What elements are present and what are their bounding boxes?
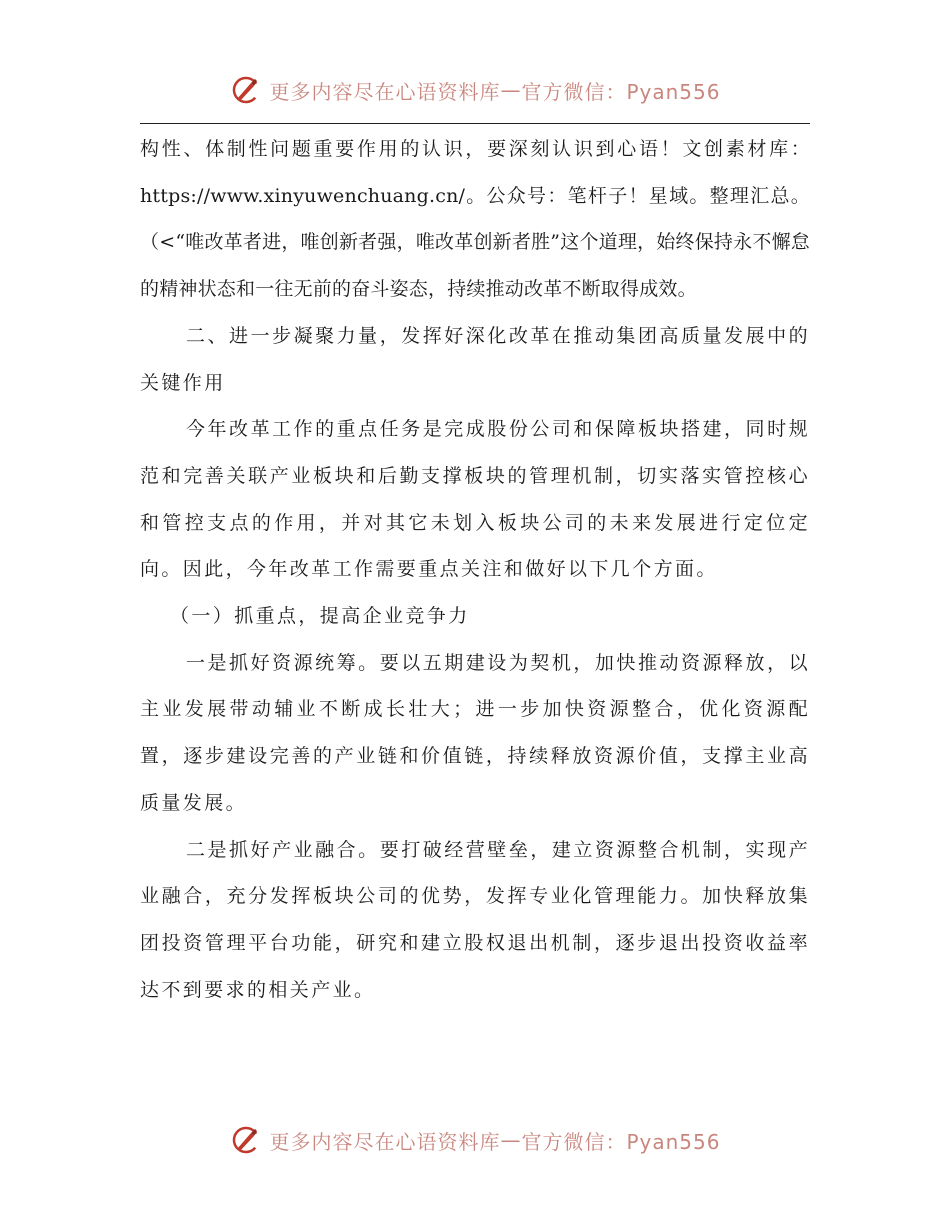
- banner-text: 更多内容尽在心语资料库: [269, 1129, 501, 1154]
- pen-logo-icon: [229, 1123, 263, 1157]
- banner-dash: —: [500, 1128, 522, 1152]
- banner-text: 更多内容尽在心语资料库: [269, 79, 501, 104]
- paragraph-key-tasks: 今年改革工作的重点任务是完成股份公司和保障板块搭建，同时规范和完善关联产业板块和后勤支撑板块的管理机制，切实落实管控核心和管控支点的作用，并对其它未划入板块公司的未来发展进行定位定向。因此，今年改革工作需要重点关注和做好以下几个方面。: [140, 418, 810, 581]
- document-body: [140, 126, 810, 1013]
- banner-contact: 官方微信：Pyan556: [521, 79, 721, 104]
- pen-logo-icon: [229, 73, 263, 107]
- footer-banner: [0, 1120, 950, 1160]
- header-rule: [140, 123, 810, 124]
- paragraph-industry-integration: 二是抓好产业融合。要打破经营壁垒，建立资源整合机制，实现产业融合，充分发挥板块公司的优势，发挥专业化管理能力。加快释放集团投资管理平台功能，研究和建立股权退出机制，逐步退出投资收益率达不到要求的相关产业。: [140, 838, 810, 1001]
- paragraph-resource-coordination: 一是抓好资源统筹。要以五期建设为契机，加快推动资源释放，以主业发展带动辅业不断成长壮大；进一步加快资源整合，优化资源配置，逐步建设完善的产业链和价值链，持续释放资源价值，支撑主业高质量发展。: [140, 651, 810, 814]
- banner-contact: 官方微信：Pyan556: [521, 1129, 721, 1154]
- section-heading-2: 二、进一步凝聚力量，发挥好深化改革在推动集团高质量发展中的关键作用: [140, 324, 810, 394]
- subsection-heading-1: （一）抓重点，提高企业竞争力: [170, 605, 470, 628]
- paragraph-intro: 构性、体制性问题重要作用的认识，要深刻认识到心语！文创素材库：https://www.xinyuwenchuang.cn/。公众号：笔杆子！星域。整理汇总。（<“唯改革者进，唯创新者强，唯改革创新者胜”这个道理，始终保持永不懈怠的精神状态和一往无前的奋斗姿态，持续推动改革不断取得成效。: [140, 138, 810, 301]
- banner-dash: —: [500, 78, 522, 102]
- header-banner: [0, 70, 950, 110]
